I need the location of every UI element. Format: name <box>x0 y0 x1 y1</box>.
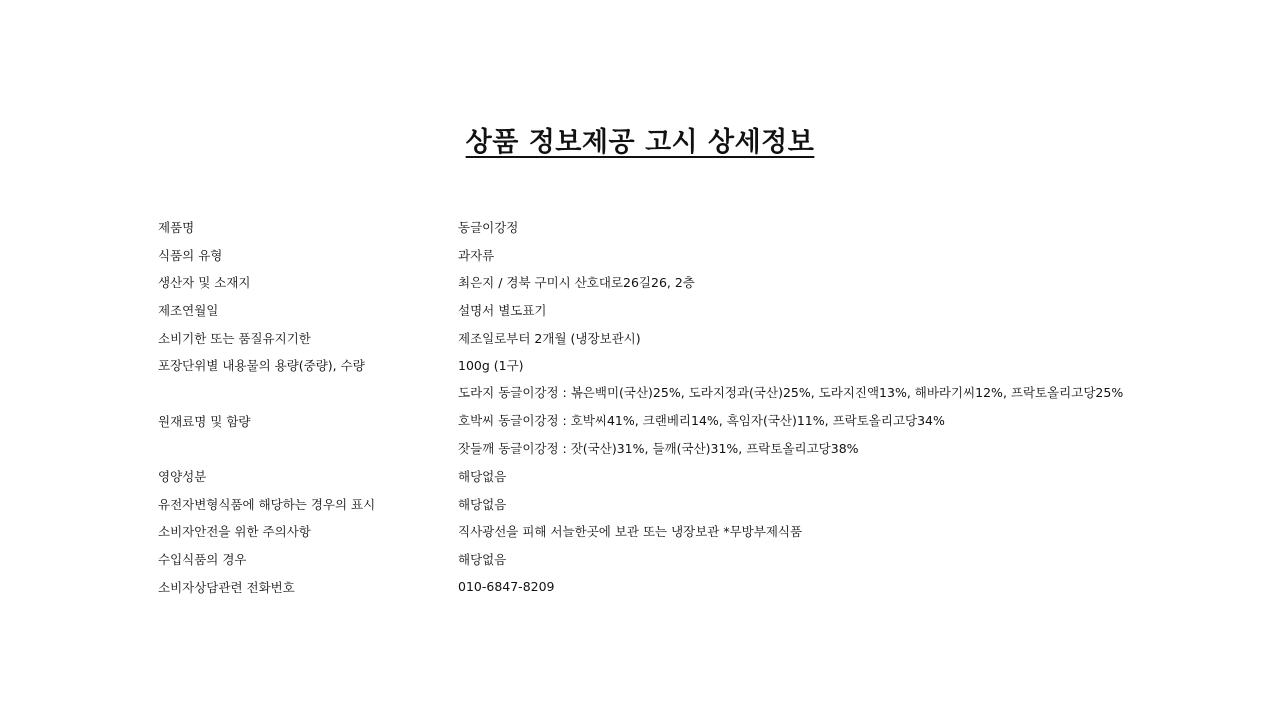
table-row-manufacture-date <box>158 296 1168 324</box>
row-value: 해당없음 <box>458 552 507 568</box>
row-value-ingredients <box>458 379 1168 462</box>
product-info-table <box>158 213 1168 601</box>
row-value: 설명서 별도표기 <box>458 302 547 318</box>
ingredient-line: 호박씨 동글이강정 : 호박씨41%, 크랜베리14%, 흑임자(국산)11%, 프락토올리고당34% <box>458 412 945 428</box>
row-label: 생산자 및 소재지 <box>158 275 251 291</box>
table-row-quantity <box>158 351 1168 379</box>
row-label: 원재료명 및 함량 <box>158 413 251 429</box>
table-row-nutrition <box>158 462 1168 490</box>
table-row-import <box>158 545 1168 573</box>
row-label: 식품의 유형 <box>158 247 223 263</box>
row-label: 소비자상담관련 전화번호 <box>158 579 295 595</box>
row-value: 해당없음 <box>458 469 507 485</box>
table-row-product-name <box>158 213 1168 241</box>
row-label: 제품명 <box>158 219 195 235</box>
row-label: 유전자변형식품에 해당하는 경우의 표시 <box>158 496 376 512</box>
row-value: 제조일로부터 2개월 (냉장보관시) <box>458 330 641 346</box>
page-title: 상품 정보제공 고시 상세정보 <box>465 127 815 158</box>
table-row-ingredients <box>158 379 1168 462</box>
row-value: 100g (1구) <box>458 358 524 374</box>
row-label: 수입식품의 경우 <box>158 552 247 568</box>
row-value: 해당없음 <box>458 496 507 512</box>
row-label: 소비자안전을 위한 주의사항 <box>158 524 311 540</box>
table-row-phone <box>158 573 1168 601</box>
ingredient-line: 도라지 동글이강정 : 볶은백미(국산)25%, 도라지정과(국산)25%, 도라지진액13%, 해바라기씨12%, 프락토올리고당25% <box>458 385 1124 401</box>
table-row-producer <box>158 268 1168 296</box>
row-value: 동글이강정 <box>458 219 519 235</box>
row-label: 영양성분 <box>158 469 207 485</box>
row-value: 최은지 / 경북 구미시 산호대로26길26, 2층 <box>458 275 695 291</box>
row-label: 포장단위별 내용물의 용량(중량), 수량 <box>158 358 365 374</box>
row-label: 소비기한 또는 품질유지기한 <box>158 330 311 346</box>
table-row-gmo <box>158 490 1168 518</box>
row-value: 010-6847-8209 <box>458 579 555 595</box>
table-row-expiration <box>158 324 1168 352</box>
table-row-food-type <box>158 241 1168 269</box>
row-label: 제조연월일 <box>158 302 219 318</box>
row-value: 과자류 <box>458 247 495 263</box>
table-row-safety <box>158 518 1168 546</box>
row-value: 직사광선을 피해 서늘한곳에 보관 또는 냉장보관 *무방부제식품 <box>458 524 803 540</box>
ingredient-line: 잣들깨 동글이강정 : 잣(국산)31%, 들깨(국산)31%, 프락토올리고당38% <box>458 440 859 456</box>
